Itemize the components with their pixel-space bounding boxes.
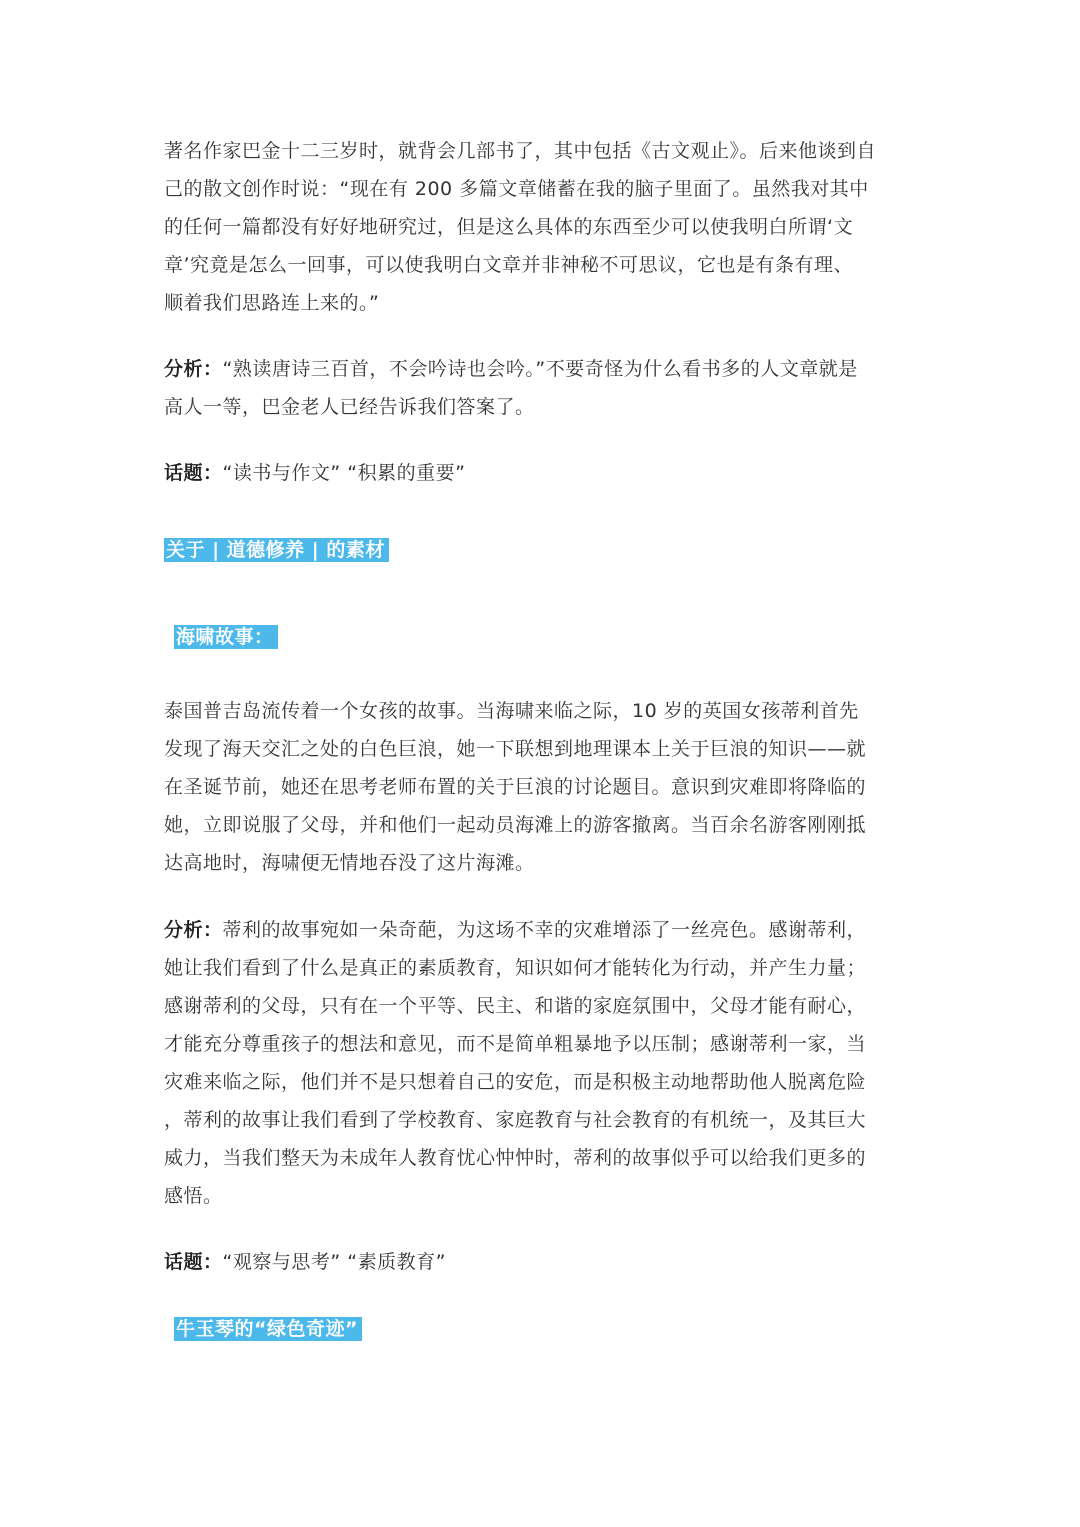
topic-text: “观察与思考” “素质教育”: [222, 1251, 446, 1273]
analysis-line: 感谢蒂利的父母，只有在一个平等、民主、和谐的家庭氛围中，父母才能有耐心，: [164, 995, 867, 1017]
story-paragraph-1: [164, 692, 916, 882]
analysis-line: 才能充分尊重孩子的想法和意见，而不是简单粗暴地予以压制；感谢蒂利一家，当: [164, 1033, 867, 1055]
story-line: 在圣诞节前，她还在思考老师布置的关于巨浪的讨论题目。意识到灾难即将降临的: [164, 776, 867, 798]
intro-line: 己的散文创作时说：“现在有 200 多篇文章储蓄在我的脑子里面了。虽然我对其中: [164, 178, 869, 200]
analysis-text: 高人一等，巴金老人已经告诉我们答案了。: [164, 396, 535, 418]
intro-line: 著名作家巴金十二三岁时，就背会几部书了，其中包括《古文观止》。后来他谈到自: [164, 140, 877, 162]
story-line: 达高地时，海啸便无情地吞没了这片海滩。: [164, 852, 535, 874]
intro-line: 顺着我们思路连上来的。”: [164, 292, 380, 314]
topic-paragraph-1: [164, 454, 916, 492]
analysis-text: “熟读唐诗三百首，不会吟诗也会吟。”不要奇怪为什么看书多的人文章就是: [222, 358, 858, 380]
analysis-line: 威力，当我们整天为未成年人教育忧心忡忡时，蒂利的故事似乎可以给我们更多的: [164, 1147, 867, 1169]
topic-label: 话题：: [164, 1251, 223, 1273]
analysis-line: 感悟。: [164, 1185, 223, 1207]
analysis-paragraph-2: [164, 911, 916, 1215]
intro-line: 的任何一篇都没有好好地研究过，但是这么具体的东西至少可以使我明白所谓‘文: [164, 216, 854, 238]
analysis-line: ，蒂利的故事让我们看到了学校教育、家庭教育与社会教育的有机统一，及其巨大: [164, 1109, 867, 1131]
analysis-label: 分析：: [164, 919, 223, 941]
analysis-line: 灾难来临之际，他们并不是只想着自己的安危，而是积极主动地帮助他人脱离危险: [164, 1071, 867, 1093]
topic-text: “读书与作文” “积累的重要”: [222, 462, 466, 484]
analysis-line: 她让我们看到了什么是真正的素质教育，知识如何才能转化为行动，并产生力量；: [164, 957, 867, 979]
analysis-paragraph-1: [164, 350, 916, 426]
section-header: 关于 | 道德修养 | 的素材: [164, 538, 389, 562]
intro-line: 章’究竟是怎么一回事，可以使我明白文章并非神秘不可思议，它也是有条有理、: [164, 254, 854, 276]
intro-paragraph: [164, 132, 916, 322]
topic-paragraph-2: [164, 1243, 916, 1281]
story-line: 发现了海天交汇之处的白色巨浪，她一下联想到地理课本上关于巨浪的知识——就: [164, 738, 867, 760]
story-title-tsunami: 海啸故事：: [174, 625, 278, 649]
story-line: 她，立即说服了父母，并和他们一起动员海滩上的游客撤离。当百余名游客刚刚抵: [164, 814, 867, 836]
story-title-green-miracle: 牛玉琴的“绿色奇迹”: [174, 1317, 362, 1341]
analysis-label: 分析：: [164, 358, 223, 380]
story-line: 泰国普吉岛流传着一个女孩的故事。当海啸来临之际，10 岁的英国女孩蒂利首先: [164, 700, 859, 722]
topic-label: 话题：: [164, 462, 223, 484]
analysis-text: 蒂利的故事宛如一朵奇葩，为这场不幸的灾难增添了一丝亮色。感谢蒂利，: [222, 919, 867, 941]
